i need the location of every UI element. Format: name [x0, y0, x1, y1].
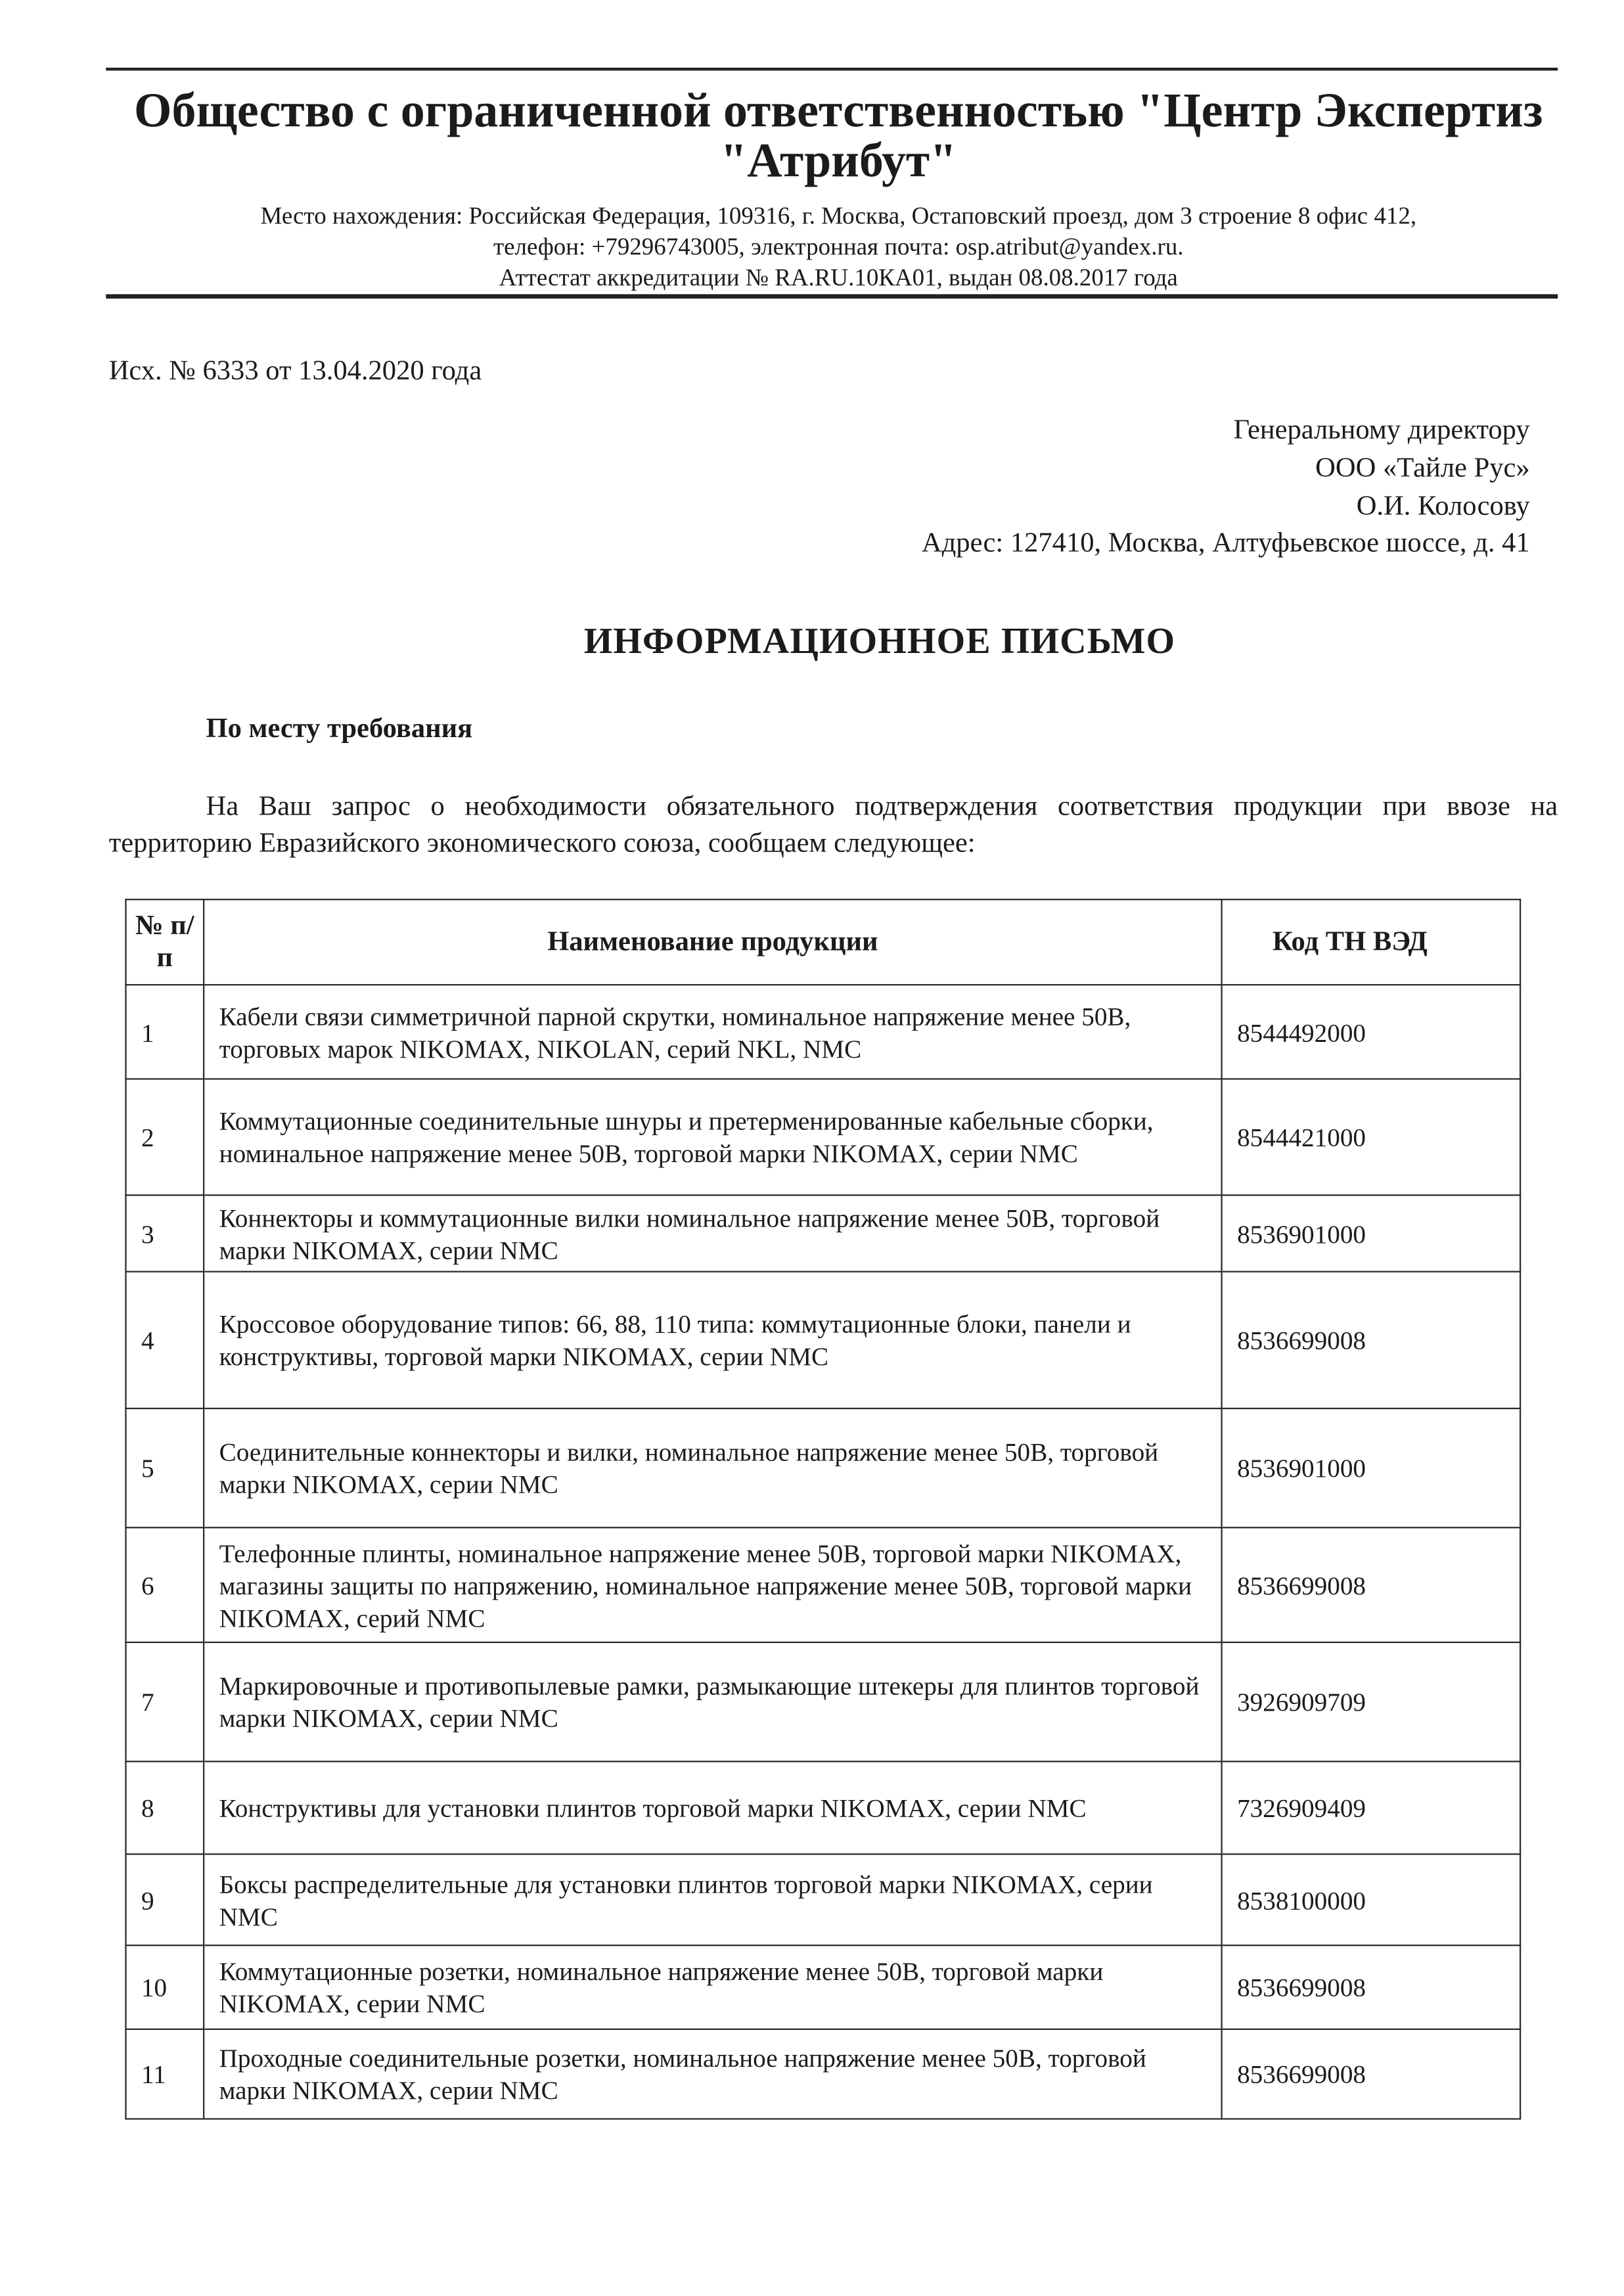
row-number: 5: [125, 1408, 204, 1527]
product-name: Маркировочные и противопылевые рамки, размыкающие штекеры для плинтов торговой марки NIKOMAX, серии NMC: [204, 1642, 1221, 1761]
tnved-code: 7326909409: [1222, 1761, 1521, 1854]
row-number: 3: [125, 1195, 204, 1271]
table-body: [125, 985, 1520, 2119]
row-number: 1: [125, 985, 204, 1079]
tnved-code: 8544492000: [1222, 985, 1521, 1079]
organization-name-line-2: "Атрибут": [720, 135, 957, 189]
table-row: [125, 1642, 1520, 1761]
tnved-code: 8536699008: [1222, 2029, 1521, 2119]
row-number: 6: [125, 1527, 204, 1642]
outgoing-reference: Исх. № 6333 от 13.04.2020 года: [108, 355, 482, 387]
tnved-code: 8544421000: [1222, 1079, 1521, 1195]
accreditation-certificate: Аттестат аккредитации № RA.RU.10КА01, выдан 08.08.2017 года: [499, 263, 1178, 292]
table-row: [125, 1408, 1520, 1527]
product-name: Телефонные плинты, номинальное напряжение менее 50В, торговой марки NIKOMAX, магазины защиты по напряжению, номинальное напряжение менее 50В, торговой марки NIKOMAX, серий NMC: [204, 1527, 1221, 1642]
product-name: Кабели связи симметричной парной скрутки, номинальное напряжение менее 50В, торговых марок NIKOMAX, NIKOLAN, серий NKL, NMC: [204, 985, 1221, 1079]
row-number: 7: [125, 1642, 204, 1761]
product-name: Соединительные коннекторы и вилки, номинальное напряжение менее 50В, торговой марки NIKOMAX, серии NMC: [204, 1408, 1221, 1527]
product-name: Проходные соединительные розетки, номинальное напряжение менее 50В, торговой марки NIKOMAX, серии NMC: [204, 2029, 1221, 2119]
table-row: [125, 1527, 1520, 1642]
organization-address: Место нахождения: Российская Федерация, 109316, г. Москва, Остаповский проезд, дом 3 строение 8 офис 412,: [260, 201, 1417, 230]
header-tnved-code: Код ТН ВЭД: [1222, 899, 1521, 985]
row-number: 4: [125, 1272, 204, 1408]
table-row: [125, 1854, 1520, 1945]
product-name: Конструктивы для установки плинтов торговой марки NIKOMAX, серии NMC: [204, 1761, 1221, 1854]
table-row: [125, 1945, 1520, 2029]
row-number: 8: [125, 1761, 204, 1854]
organization-contacts: телефон: +79296743005, электронная почта: osp.atribut@yandex.ru.: [493, 232, 1184, 261]
letter-title: ИНФОРМАЦИОННОЕ ПИСЬМО: [583, 622, 1176, 662]
recipient-position: Генеральному директору: [1233, 415, 1530, 446]
tnved-code: 8536699008: [1222, 1945, 1521, 2029]
recipient-company: ООО «Тайле Рус»: [1315, 453, 1530, 484]
row-number: 9: [125, 1854, 204, 1945]
organization-name-line-1: Общество с ограниченной ответственностью "Центр Экспертиз: [134, 85, 1543, 139]
product-name: Коннекторы и коммутационные вилки номинальное напряжение менее 50В, торговой марки NIKOMAX, серии NMC: [204, 1195, 1221, 1271]
tnved-code: 8536699008: [1222, 1527, 1521, 1642]
row-number: 11: [125, 2029, 204, 2119]
tnved-code: 8536699008: [1222, 1272, 1521, 1408]
tnved-code: 3926909709: [1222, 1642, 1521, 1761]
tnved-code: 8536901000: [1222, 1408, 1521, 1527]
recipient-name: О.И. Колосову: [1356, 491, 1530, 522]
product-name: Боксы распределительные для установки плинтов торговой марки NIKOMAX, серии NMC: [204, 1854, 1221, 1945]
product-name: Коммутационные соединительные шнуры и претерменированные кабельные сборки, номинальное напряжение менее 50В, торговой марки NIKOMAX, серии NMC: [204, 1079, 1221, 1195]
addressed-to: По месту требования: [206, 713, 473, 744]
recipient-address: Адрес: 127410, Москва, Алтуфьевское шоссе, д. 41: [921, 528, 1530, 559]
table-row: [125, 985, 1520, 1079]
products-table: [125, 899, 1521, 2119]
table-row: [125, 1079, 1520, 1195]
product-name: Коммутационные розетки, номинальное напряжение менее 50В, торговой марки NIKOMAX, серии NMC: [204, 1945, 1221, 2029]
tnved-code: 8536901000: [1222, 1195, 1521, 1271]
row-number: 10: [125, 1945, 204, 2029]
tnved-code: 8538100000: [1222, 1854, 1521, 1945]
table-header-row: [125, 899, 1520, 985]
header-bottom-rule: [106, 294, 1558, 299]
table-row: [125, 2029, 1520, 2119]
table-row: [125, 1195, 1520, 1271]
product-name: Кроссовое оборудование типов: 66, 88, 110 типа: коммутационные блоки, панели и конструктивы, торговой марки NIKOMAX, серии NMC: [204, 1272, 1221, 1408]
header-top-rule: [106, 68, 1558, 70]
row-number: 2: [125, 1079, 204, 1195]
table-row: [125, 1761, 1520, 1854]
body-paragraph: На Ваш запрос о необходимости обязательного подтверждения соответствия продукции при ввозе на территорию Евразийского экономического союза, сообщаем следующее:: [108, 791, 1558, 859]
table-row: [125, 1272, 1520, 1408]
header-product-name: Наименование продукции: [204, 899, 1221, 985]
header-number: № п/п: [125, 899, 204, 985]
